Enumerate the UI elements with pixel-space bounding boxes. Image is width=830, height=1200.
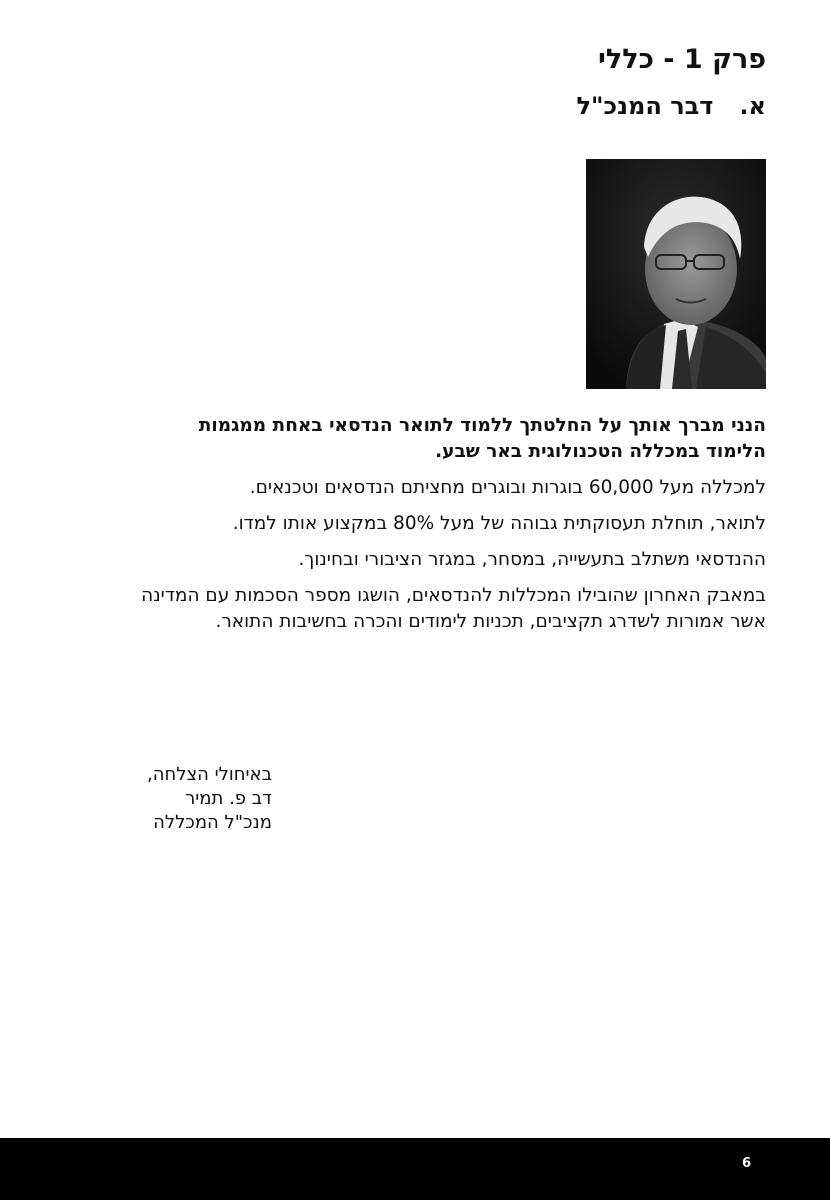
paragraph: במאבק האחרון שהובילו המכללות להנדסאים, הושגו מספר הסכמות עם המדינה אשר אמורות לשדרג תקציבים, תכניות לימודים והכרה בחשיבות התואר. [141,585,766,632]
paragraph: לתואר, תוחלת תעסוקתית גבוהה של מעל 80% במקצוע אותו למדו. [232,513,766,534]
signature-name: דב פ. תמיר [185,788,272,809]
signature-closing: באיחולי הצלחה, [146,764,272,785]
page-number: 6 [742,1156,752,1171]
section-letter: א. [739,92,766,120]
signature-role: מנכ"ל המכללה [153,812,272,833]
section-heading [577,92,767,120]
signature-block [147,763,272,835]
lead-paragraph: הנני מברך אותך על החלטתך ללמוד לתואר הנדסאי באחת ממגמות הלימוד במכללה הטכנולוגית באר שבע. [198,415,766,462]
paragraph: למכללה מעל 60,000 בוגרות ובוגרים מחציתם הנדסאים וטכנאים. [249,477,766,498]
chapter-title: פרק 1 - כללי [597,44,766,75]
body-text [136,413,766,645]
portrait-photo-icon [586,159,766,389]
footer-bar [0,1138,830,1200]
paragraph: ההנדסאי משתלב בתעשייה, במסחר, במגזר הציבורי ובחינוך. [298,549,766,570]
section-title: דבר המנכ"ל [576,92,714,120]
ceo-portrait-photo [586,159,766,389]
